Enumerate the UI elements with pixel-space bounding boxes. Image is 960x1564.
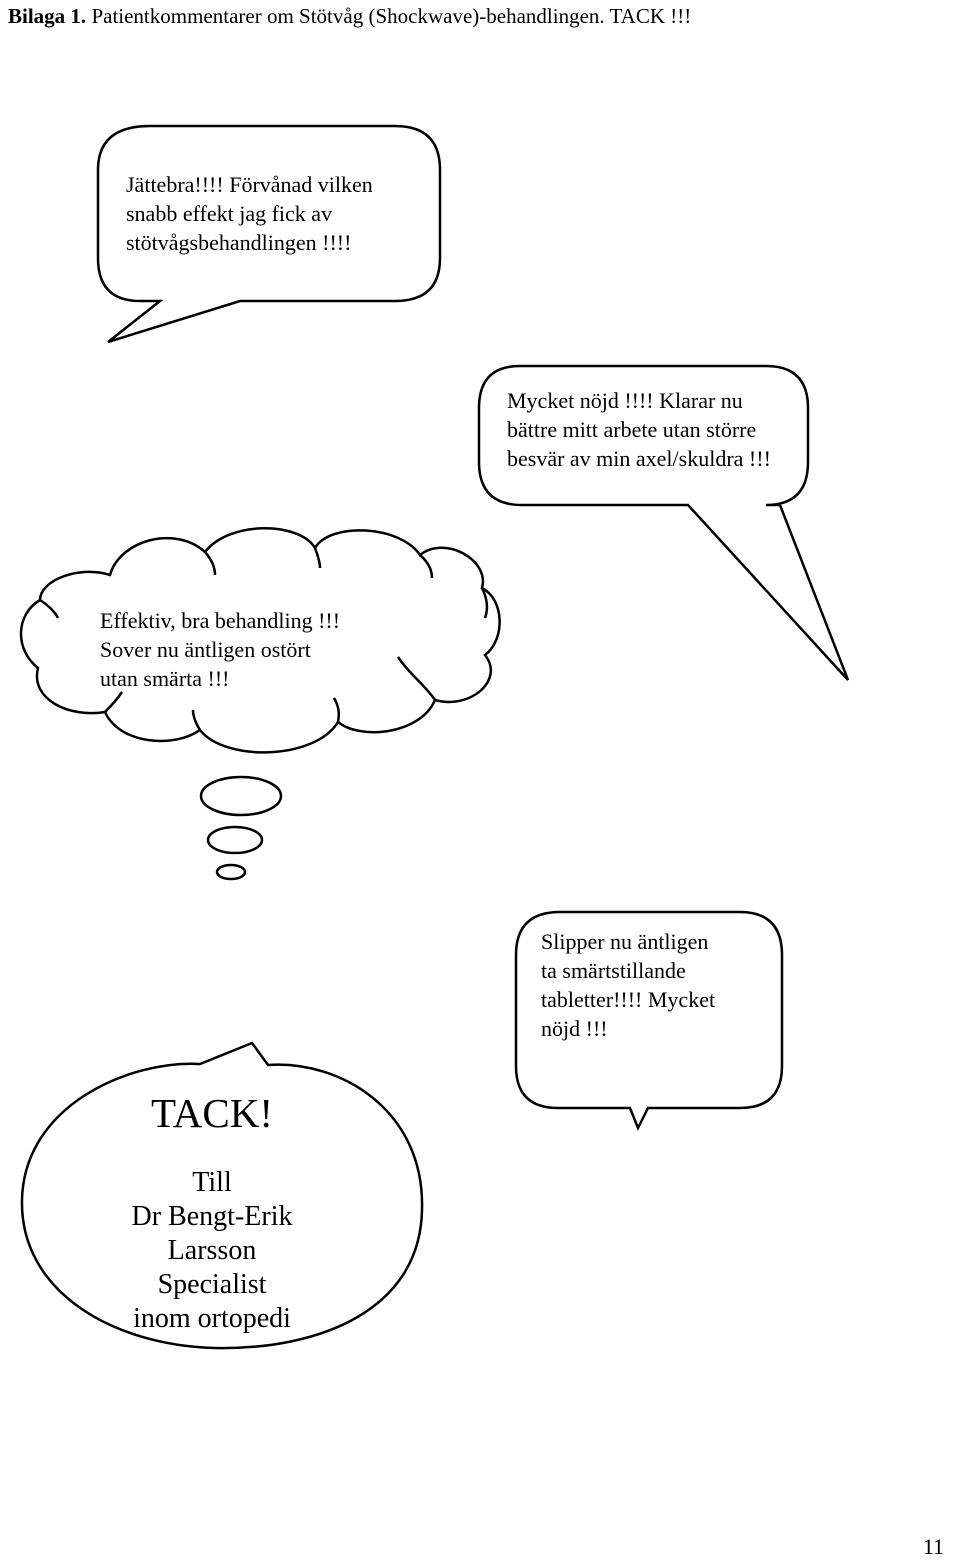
bubble-3-text: Effektiv, bra behandling !!! Sover nu äntligen ostört utan smärta !!! (100, 608, 341, 691)
thanks-recipient: Till Dr Bengt-Erik Larsson Specialist inom ortopedi (131, 1167, 293, 1334)
bubble-1-text: Jättebra!!!! Förvånad vilken snabb effekt jag fick av stötvågsbehandlingen !!!! (126, 172, 373, 255)
thought-dot-small (217, 865, 245, 879)
thought-dot-medium (208, 827, 262, 853)
thanks-heading: TACK! (151, 1090, 273, 1136)
bubble-2-text: Mycket nöjd !!!! Klarar nu bättre mitt arbete utan större besvär av min axel/skuldra !!! (507, 388, 771, 471)
page-number: 11 (922, 1534, 944, 1559)
bubble-5-text (42, 1060, 382, 1365)
thought-dot-large (201, 777, 281, 815)
title-text: Patientkommentarer om Stötvåg (Shockwave)-behandlingen. TACK !!! (91, 4, 692, 28)
appendix-label: Bilaga 1. (8, 4, 87, 28)
bubble-4-text: Slipper nu äntligen ta smärtstillande tabletter!!!! Mycket nöjd !!! (541, 929, 716, 1041)
page-title (8, 2, 691, 30)
